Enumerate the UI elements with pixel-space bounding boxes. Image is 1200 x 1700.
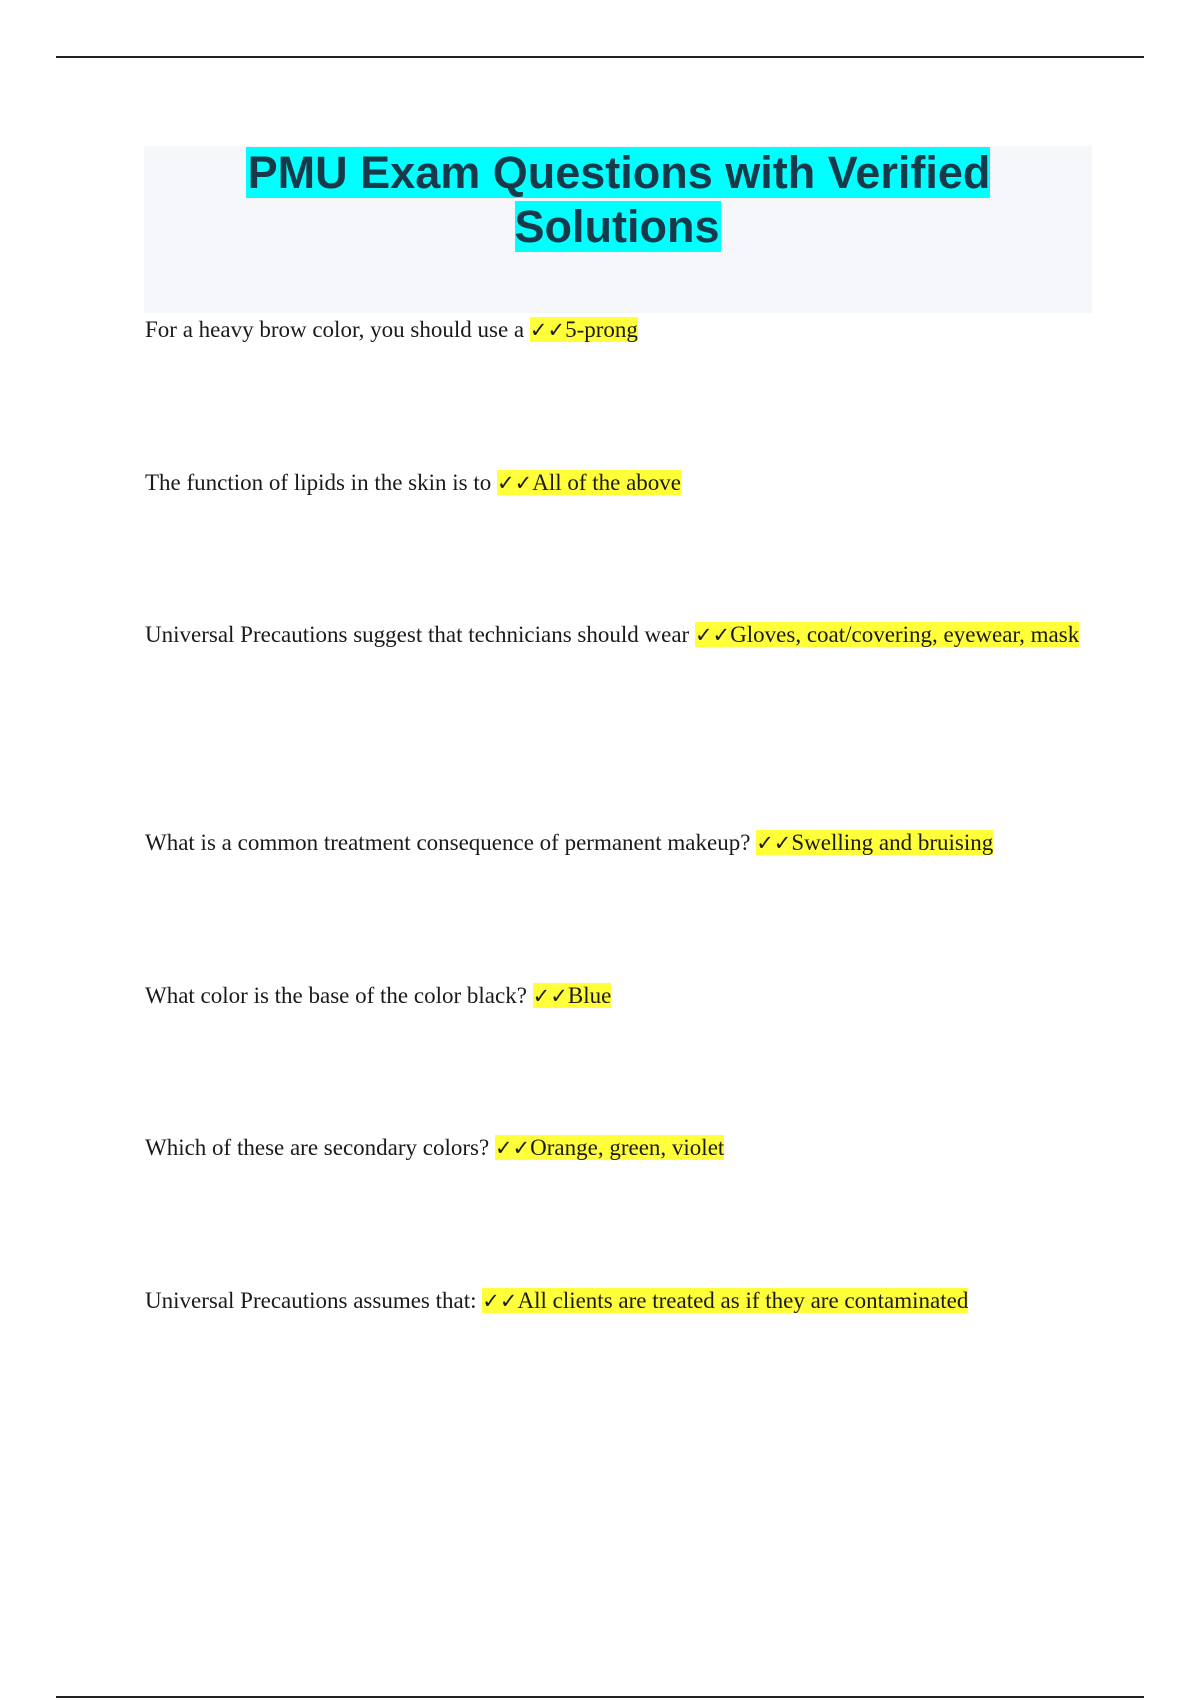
top-rule [56, 56, 1144, 58]
double-check-icon: ✓✓ [529, 318, 566, 342]
answer-highlight [756, 830, 993, 855]
qa-item [145, 604, 1085, 666]
question-text: Universal Precautions suggest that technicians should wear [145, 622, 690, 647]
double-check-icon: ✓✓ [494, 1136, 531, 1160]
double-check-icon: ✓✓ [694, 623, 731, 647]
qa-item [145, 812, 1085, 874]
answer-highlight [482, 1288, 968, 1313]
answer-highlight [530, 317, 638, 342]
question-text: What color is the base of the color black? [145, 983, 527, 1008]
question-text: What is a common treatment consequence of permanent makeup? [145, 830, 751, 855]
double-check-icon: ✓✓ [756, 831, 792, 855]
qa-item [145, 452, 1085, 514]
answer-text: Swelling and bruising [791, 830, 994, 855]
double-check-icon: ✓✓ [482, 1289, 518, 1313]
question-text: The function of lipids in the skin is to [145, 470, 492, 495]
answer-text: Orange, green, violet [530, 1135, 725, 1160]
answer-text: All clients are treated as if they are contaminated [517, 1288, 969, 1313]
qa-item [145, 1270, 1085, 1332]
answer-highlight [497, 470, 681, 495]
title-block [144, 146, 1092, 313]
qa-item [145, 965, 1085, 1027]
page-title: PMU Exam Questions with Verified Solutions [247, 147, 991, 252]
question-text: For a heavy brow color, you should use a [145, 317, 525, 342]
answer-highlight [695, 622, 1079, 647]
qa-item [145, 299, 1085, 361]
answer-text: All of the above [532, 470, 682, 495]
double-check-icon: ✓✓ [497, 471, 533, 495]
double-check-icon: ✓✓ [532, 984, 568, 1008]
answer-highlight [495, 1135, 724, 1160]
question-text: Universal Precautions assumes that: [145, 1288, 477, 1313]
bottom-rule [56, 1696, 1144, 1698]
question-text: Which of these are secondary colors? [145, 1135, 490, 1160]
qa-item [145, 1117, 1085, 1179]
answer-highlight [533, 983, 612, 1008]
answer-text: Gloves, coat/covering, eyewear, mask [730, 622, 1080, 647]
answer-text: 5-prong [565, 317, 638, 342]
answer-text: Blue [567, 983, 612, 1008]
